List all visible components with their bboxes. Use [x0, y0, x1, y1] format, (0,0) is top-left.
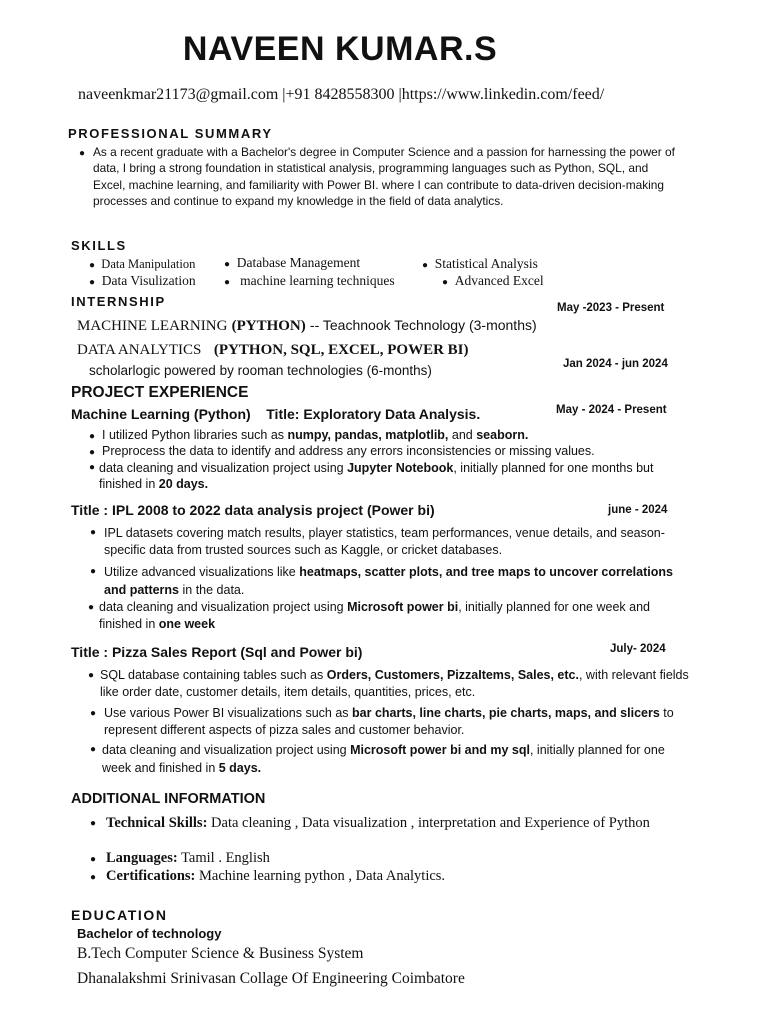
skills-heading: SKILLS [71, 238, 127, 253]
bullet-icon: ● [88, 670, 95, 681]
bullet-icon: ● [90, 854, 97, 865]
project-title: Title : Pizza Sales Report (Sql and Power bi) [71, 644, 363, 660]
project-date: june - 2024 [608, 504, 668, 516]
project-date: May - 2024 - Present [556, 404, 667, 416]
project-bullet: Use various Power BI visualizations such as bar charts, line charts, pie charts, maps, and slicers to represent different aspects of pizza sales and customer behavior. [104, 706, 674, 737]
bullet-icon: ● [90, 872, 97, 883]
additional-item: Languages: Tamil . English [106, 850, 270, 866]
summary-heading: PROFESSIONAL SUMMARY [68, 126, 273, 141]
internship-entry: MACHINE LEARNING (PYTHON) -- Teachnook Technology (3-months) [77, 317, 537, 334]
degree-level: Bachelor of technology [77, 926, 222, 941]
bullet-icon: ● [89, 447, 96, 458]
degree-name: B.Tech Computer Science & Business System [77, 945, 364, 962]
skill-item: ● machine learning techniques [224, 273, 395, 288]
additional-item: Technical Skills: Data cleaning , Data visualization , interpretation and Experience of Python [106, 815, 650, 831]
project-bullet: SQL database containing tables such as Orders, Customers, PizzaItems, Sales, etc., with relevant fields like order date, customer details, item details, quantities, prices, etc. [100, 668, 689, 699]
bullet-icon: ● [442, 277, 449, 288]
bullet-icon: ● [90, 744, 97, 755]
project-bullet: data cleaning and visualization project using Jupyter Notebook, initially planned for one months but finished in 20 days. [99, 461, 654, 491]
bullet-icon: ● [90, 566, 97, 577]
projects-heading: PROJECT EXPERIENCE [71, 384, 249, 401]
bullet-icon: ● [89, 462, 96, 473]
internship-heading: INTERNSHIP [71, 294, 166, 309]
bullet-icon: ● [90, 527, 97, 538]
bullet-icon: ● [88, 602, 95, 613]
project-bullet: ● I utilized Python libraries such as numpy, pandas, matplotlib, and seaborn. [89, 428, 529, 442]
project-title: Title : IPL 2008 to 2022 data analysis project (Power bi) [71, 502, 435, 518]
bullet-icon: ● [89, 277, 96, 288]
skill-item: ● Database Management [224, 255, 361, 270]
internship-date: May -2023 - Present [557, 302, 665, 314]
contact-line: naveenkmar21173@gmail.com |+91 8428558300 |https://www.linkedin.com/feed/ [78, 86, 605, 103]
additional-item: Certifications: Machine learning python , Data Analytics. [106, 868, 446, 884]
bullet-icon: ● [224, 259, 231, 270]
project-bullet: data cleaning and visualization project using Microsoft power bi and my sql, initially planned for one week and finished in 5 days. [102, 743, 665, 775]
project-bullet: ● Preprocess the data to identify and address any errors inconsistencies or missing values. [89, 444, 595, 458]
project-bullet: Utilize advanced visualizations like heatmaps, scatter plots, and tree maps to uncover correlations and patterns in the data. [104, 565, 673, 597]
internship-company: scholarlogic powered by rooman technologies (6-months) [89, 363, 432, 378]
project-date: July- 2024 [610, 643, 666, 655]
skill-item: ● Statistical Analysis [422, 256, 538, 271]
skill-item: ● Data Manipulation [89, 257, 196, 271]
candidate-name: NAVEEN KUMAR.S [182, 30, 498, 68]
project-bullet: IPL datasets covering match results, player statistics, team performances, venue details, and season-specific data from trusted sources such as Kaggle, or cricket databases. [104, 526, 665, 557]
bullet-icon: ● [89, 260, 96, 271]
bullet-icon: ● [90, 818, 97, 829]
skill-item: ● Advanced Excel [442, 273, 544, 288]
additional-heading: ADDITIONAL INFORMATION [71, 791, 266, 807]
bullet-icon: ● [224, 277, 231, 288]
internship-date: Jan 2024 - jun 2024 [563, 358, 668, 370]
skill-item: ● Data Visulization [89, 273, 196, 288]
internship-entry: DATA ANALYTICS (PYTHON, SQL, EXCEL, POWER BI) [77, 342, 469, 358]
bullet-icon: ● [422, 260, 429, 271]
education-heading: EDUCATION [71, 907, 168, 923]
bullet-icon: ● [89, 431, 96, 442]
project-title: Machine Learning (Python) Title: Exploratory Data Analysis. [71, 406, 481, 422]
summary-text: As a recent graduate with a Bachelor's degree in Computer Science and a passion for harnessing the power of data, I bring a strong foundation in statistical analysis, programming languages such as Python, SQL, and Excel, machine learning, and familiarity with Power BI. where I can contribute to data-driven decision-making processes and continue to expand my knowledge in the field of data analytics. [93, 145, 675, 209]
bullet-icon: ● [79, 148, 86, 159]
project-bullet: data cleaning and visualization project using Microsoft power bi, initially planned for one week and finished in one week [99, 600, 650, 631]
bullet-icon: ● [90, 708, 97, 719]
college-name: Dhanalakshmi Srinivasan Collage Of Engineering Coimbatore [77, 970, 465, 987]
